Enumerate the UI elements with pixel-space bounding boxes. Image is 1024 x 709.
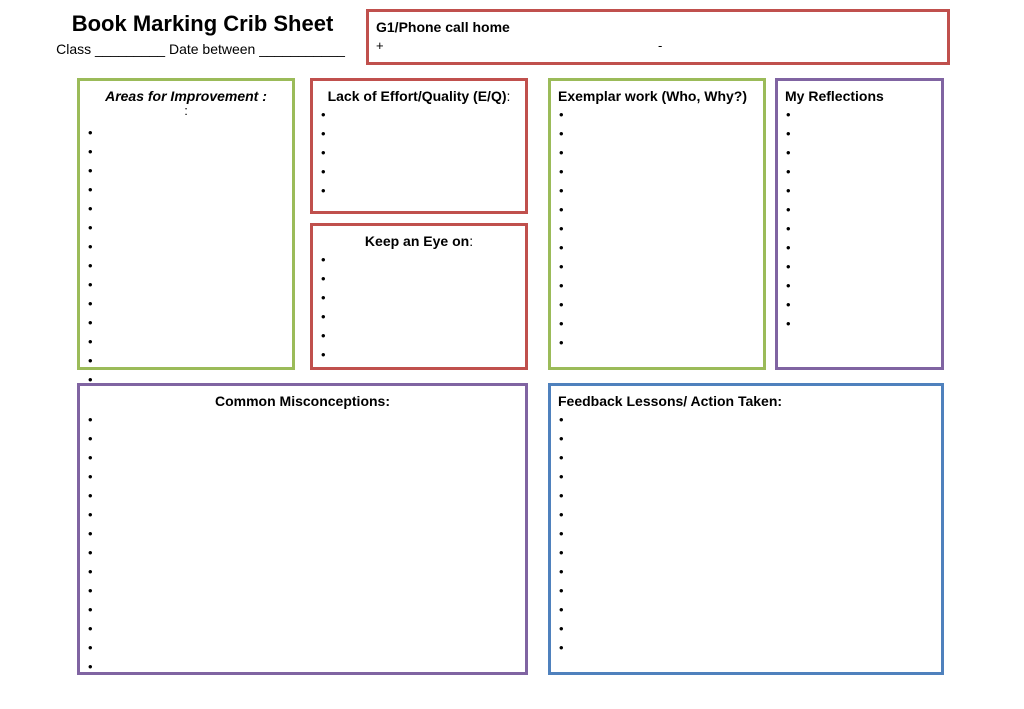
bullet-item bbox=[88, 294, 278, 313]
g1-phone-call-title: G1/Phone call home bbox=[376, 19, 510, 35]
bullet-item bbox=[321, 181, 511, 200]
bullet-item bbox=[88, 180, 278, 199]
bullet-item bbox=[88, 275, 278, 294]
bullet-item bbox=[88, 161, 278, 180]
bullet-item bbox=[88, 142, 278, 161]
bullet-item bbox=[786, 314, 926, 333]
feedback-bullet-list bbox=[559, 410, 929, 657]
keep-bullet-list bbox=[321, 250, 511, 364]
feedback-lessons-box bbox=[548, 383, 944, 675]
bullet-item bbox=[88, 313, 278, 332]
lack-bullet-list bbox=[321, 105, 511, 200]
bullet-item bbox=[88, 123, 278, 142]
bullet-item bbox=[559, 505, 929, 524]
bullet-item bbox=[786, 257, 926, 276]
bullet-item bbox=[559, 467, 929, 486]
common-misconceptions-box bbox=[77, 383, 528, 675]
common-misconceptions-title: Common Misconceptions: bbox=[214, 393, 390, 409]
bullet-item bbox=[559, 581, 929, 600]
bullet-item bbox=[559, 238, 749, 257]
bullet-item bbox=[559, 219, 749, 238]
g1-minus-label: - bbox=[658, 38, 663, 53]
misconceptions-bullet-list bbox=[88, 410, 508, 676]
my-reflections-title: My Reflections bbox=[785, 88, 884, 104]
bullet-item bbox=[321, 162, 511, 181]
bullet-item bbox=[559, 486, 929, 505]
reflections-bullet-list bbox=[786, 105, 926, 333]
bullet-item bbox=[559, 562, 929, 581]
lack-of-effort-box bbox=[310, 78, 528, 214]
g1-plus-label: + bbox=[376, 38, 384, 53]
bullet-item bbox=[88, 467, 508, 486]
bullet-item bbox=[559, 314, 749, 333]
bullet-item bbox=[559, 143, 749, 162]
bullet-item bbox=[88, 505, 508, 524]
bullet-item bbox=[559, 429, 929, 448]
my-reflections-box bbox=[775, 78, 944, 370]
bullet-item bbox=[88, 332, 278, 351]
bullet-item bbox=[559, 524, 929, 543]
bullet-item bbox=[559, 638, 929, 657]
bullet-item bbox=[88, 410, 508, 429]
bullet-item bbox=[88, 256, 278, 275]
bullet-item bbox=[321, 105, 511, 124]
bullet-item bbox=[88, 543, 508, 562]
bullet-item bbox=[559, 276, 749, 295]
keep-an-eye-on-title: Keep an Eye on: bbox=[364, 233, 474, 249]
bullet-item bbox=[88, 524, 508, 543]
bullet-item bbox=[88, 657, 508, 676]
feedback-lessons-title: Feedback Lessons/ Action Taken: bbox=[558, 393, 783, 409]
bullet-item bbox=[559, 257, 749, 276]
bullet-item bbox=[559, 448, 929, 467]
bullet-item bbox=[559, 295, 749, 314]
bullet-item bbox=[786, 162, 926, 181]
bullet-item bbox=[786, 200, 926, 219]
bullet-item bbox=[786, 219, 926, 238]
bullet-item bbox=[321, 345, 511, 364]
bullet-item bbox=[559, 600, 929, 619]
bullet-item bbox=[786, 124, 926, 143]
page-title: Book Marking Crib Sheet bbox=[71, 11, 334, 36]
bullet-item bbox=[88, 562, 508, 581]
areas-for-improvement-title: Areas for Improvement : bbox=[105, 88, 267, 104]
bullet-item bbox=[786, 276, 926, 295]
exemplar-work-title: Exemplar work (Who, Why?) bbox=[558, 88, 748, 104]
bullet-item bbox=[559, 181, 749, 200]
lack-of-effort-title: Lack of Effort/Quality (E/Q): bbox=[327, 88, 511, 104]
bullet-item bbox=[559, 410, 929, 429]
bullet-item bbox=[559, 333, 749, 352]
bullet-item bbox=[321, 124, 511, 143]
bullet-item bbox=[559, 162, 749, 181]
bullet-item bbox=[88, 619, 508, 638]
bullet-item bbox=[786, 295, 926, 314]
bullet-item bbox=[559, 200, 749, 219]
g1-phone-call-box bbox=[366, 9, 950, 65]
bullet-item bbox=[88, 638, 508, 657]
bullet-item bbox=[786, 143, 926, 162]
bullet-item bbox=[786, 238, 926, 257]
bullet-item bbox=[321, 143, 511, 162]
bullet-item bbox=[321, 269, 511, 288]
bullet-item bbox=[786, 105, 926, 124]
class-date-line: Class _________ Date between ___________ bbox=[56, 41, 345, 57]
areas-for-improvement-subline: : bbox=[184, 103, 188, 118]
bullet-item bbox=[321, 326, 511, 345]
exemplar-work-box bbox=[548, 78, 766, 370]
areas-for-improvement-box bbox=[77, 78, 295, 370]
bullet-item bbox=[321, 250, 511, 269]
bullet-item bbox=[88, 199, 278, 218]
bullet-item bbox=[559, 543, 929, 562]
bullet-item bbox=[88, 429, 508, 448]
bullet-item bbox=[786, 181, 926, 200]
bullet-item bbox=[88, 581, 508, 600]
exemplar-bullet-list bbox=[559, 105, 749, 352]
bullet-item bbox=[559, 105, 749, 124]
bullet-item bbox=[321, 288, 511, 307]
bullet-item bbox=[559, 619, 929, 638]
bullet-item bbox=[88, 237, 278, 256]
bullet-item bbox=[88, 218, 278, 237]
bullet-item bbox=[88, 486, 508, 505]
bullet-item bbox=[559, 124, 749, 143]
bullet-item bbox=[88, 600, 508, 619]
areas-bullet-list bbox=[88, 123, 278, 389]
bullet-item bbox=[88, 448, 508, 467]
bullet-item bbox=[321, 307, 511, 326]
bullet-item bbox=[88, 351, 278, 370]
keep-an-eye-on-box bbox=[310, 223, 528, 370]
